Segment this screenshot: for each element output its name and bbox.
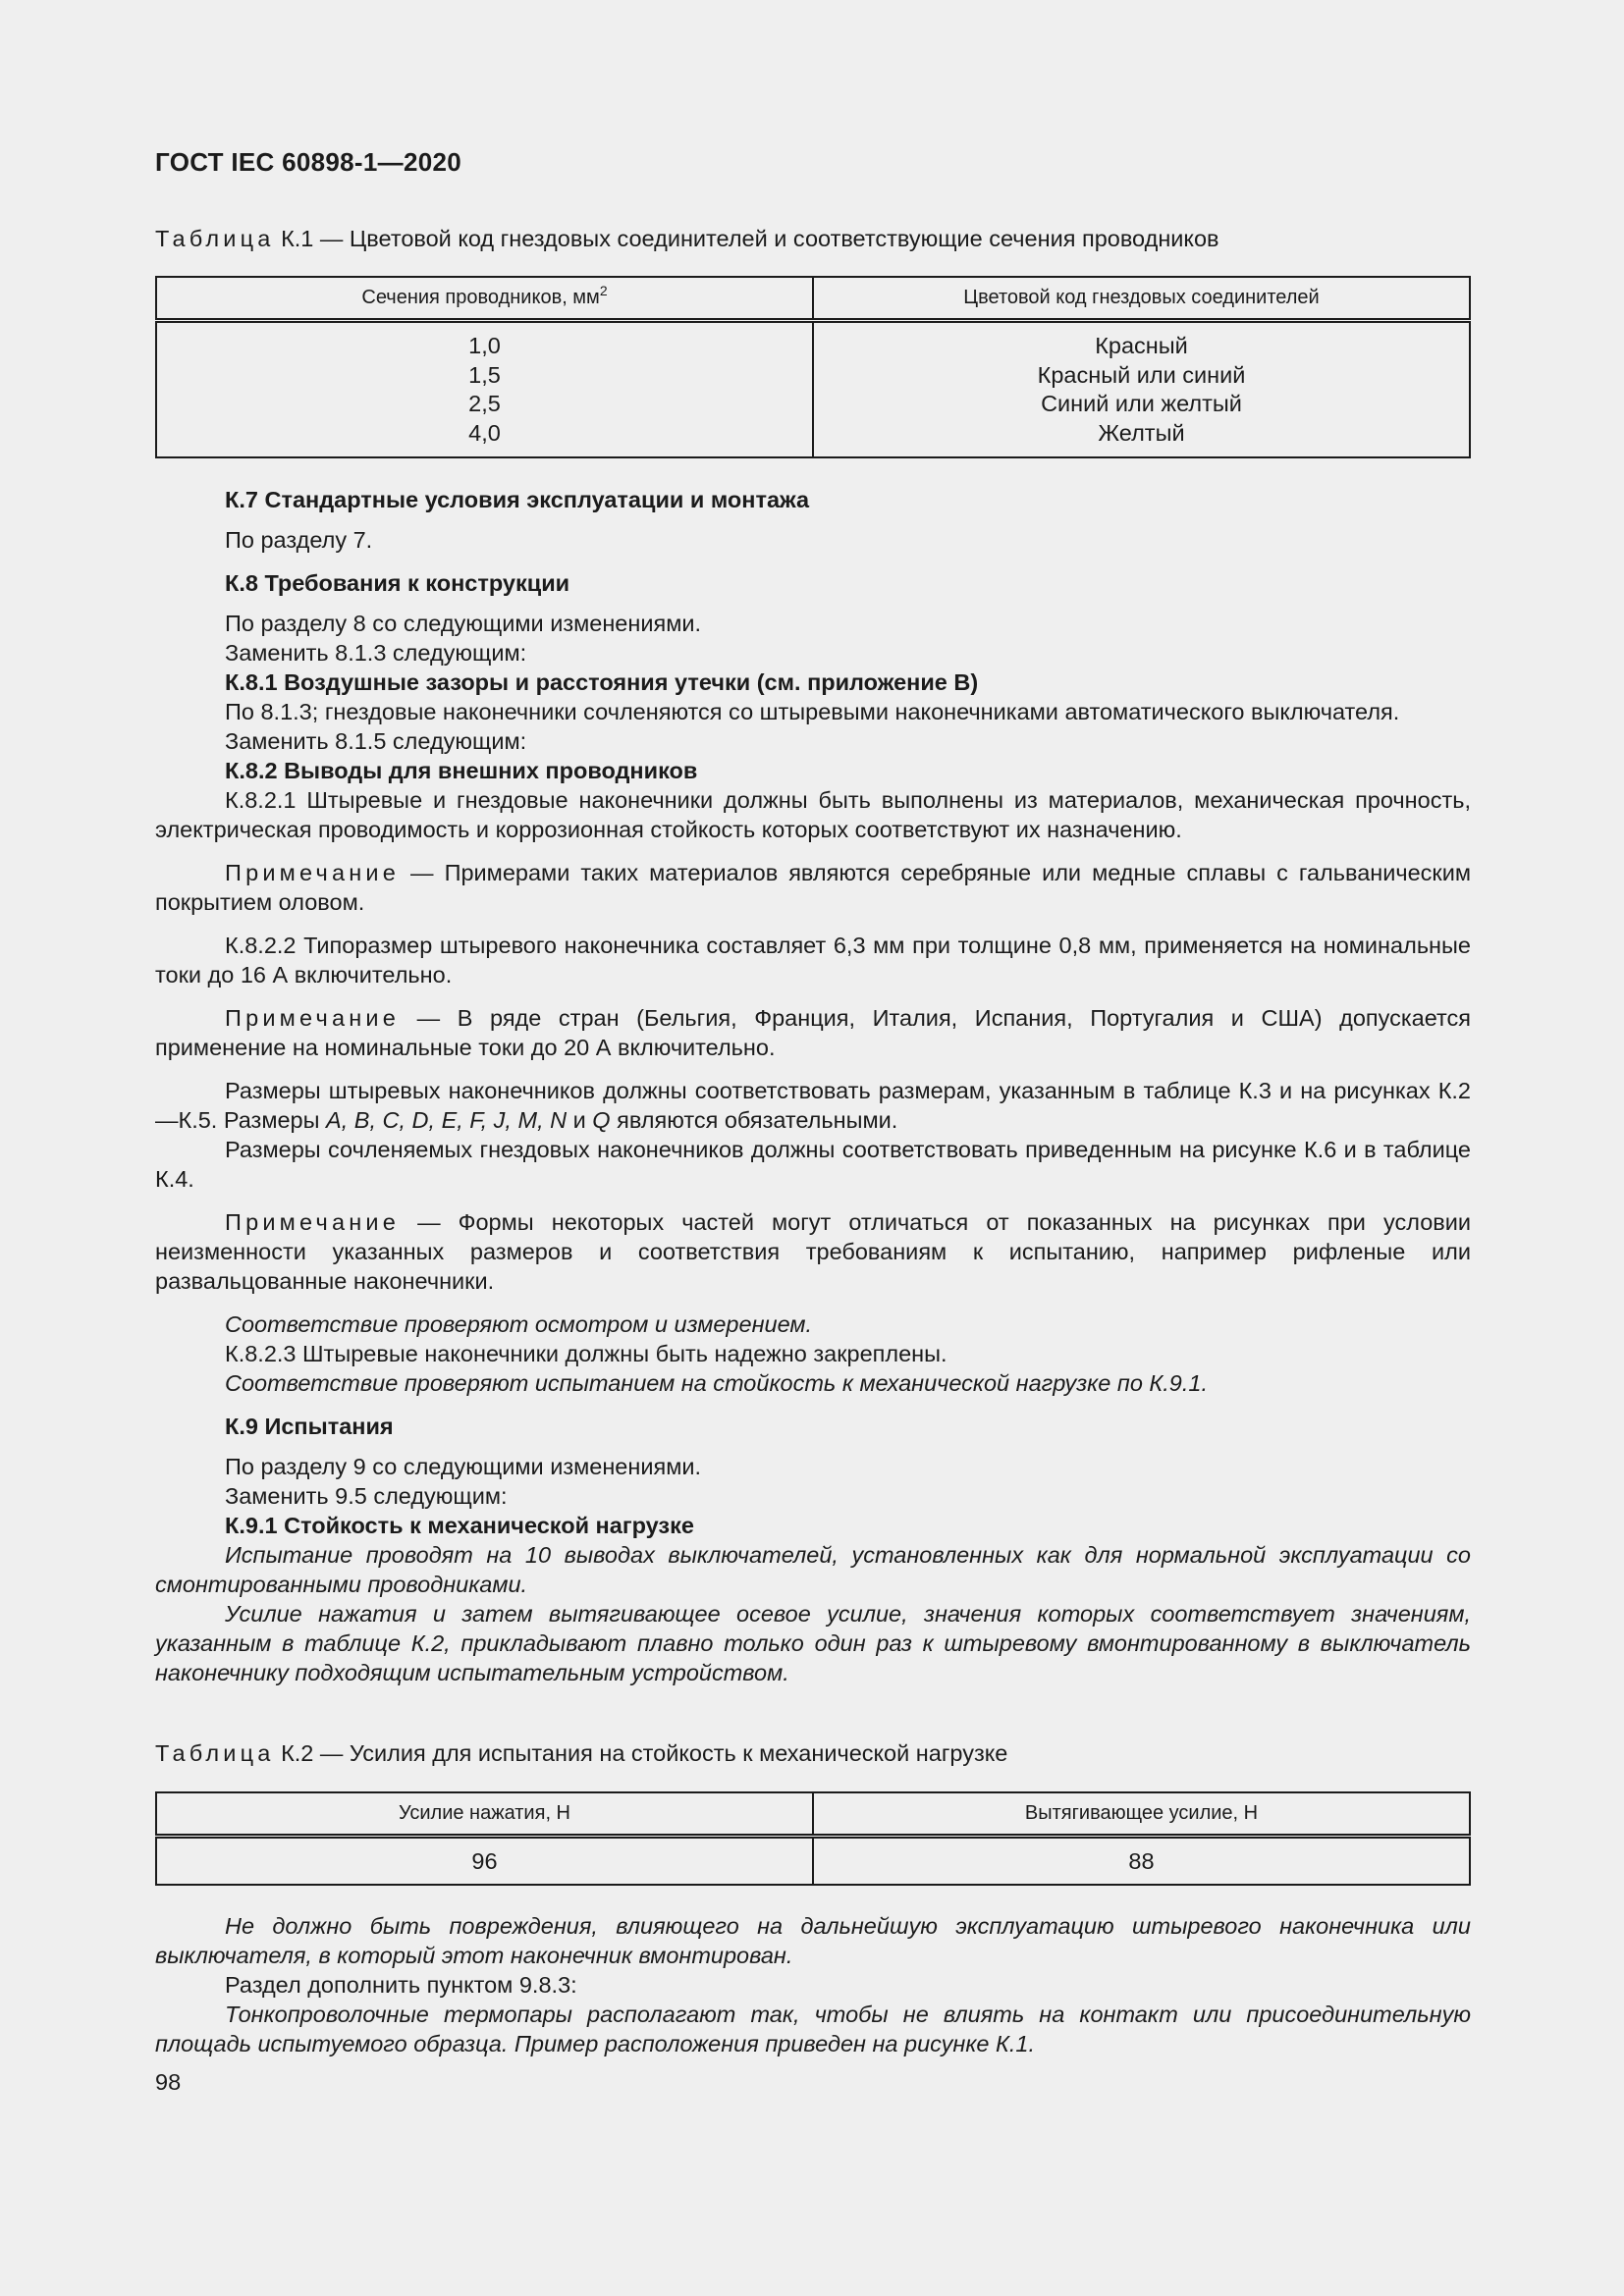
note-text: — Формы некоторых частей могут отличаться от показанных на рисунках при условии неизменности указанных размеров и соответствия требованиям к испытанию, например рифленые или развальцованные наконечники. [155, 1209, 1471, 1294]
table-k2 [155, 1791, 1471, 1886]
section-heading-k8: К.8 Требования к конструкции [225, 570, 570, 596]
table-cell: Красный [1095, 333, 1188, 358]
section-heading-k7: К.7 Стандартные условия эксплуатации и монтажа [225, 487, 810, 512]
paragraph: Заменить 9.5 следующим: [225, 1483, 508, 1509]
table-k1-caption [155, 226, 1219, 252]
paragraph-k822: К.8.2.2 Типоразмер штыревого наконечника составляет 6,3 мм при толщине 0,8 мм, применяется на номинальные токи до 16 А включительно. [155, 933, 1471, 988]
table-cell: 2,5 [468, 391, 501, 416]
note-3 [155, 1207, 1471, 1296]
section-heading-k81: К.8.1 Воздушные зазоры и расстояния утечки (см. приложение В) [225, 669, 979, 695]
table-k1-sections-cell [156, 321, 813, 458]
section-heading-k82: К.8.2 Выводы для внешних проводников [225, 758, 698, 783]
note-text: — В ряде стран (Бельгия, Франция, Италия, Испания, Португалия и США) допускается применение на номинальные токи до 20 А включительно. [155, 1005, 1471, 1060]
table-k1-col-section-sup: 2 [599, 283, 608, 298]
table-cell: 1,5 [468, 361, 501, 388]
dims-letters: A, B, C, D, E, F, J, M, N [326, 1107, 568, 1133]
table-cell: 4,0 [468, 419, 501, 446]
table-k1-col-section [156, 277, 813, 321]
paragraph: Не должно быть повреждения, влияющего на дальнейшую эксплуатацию штыревого наконечника или выключателя, в который этот наконечник вмонтирован. [155, 1913, 1471, 1968]
paragraph: По разделу 7. [225, 527, 373, 553]
table-k1-caption-text: К.1 — Цветовой код гнездовых соединителей и соответствующие сечения проводников [274, 226, 1219, 251]
section-heading-k9: К.9 Испытания [225, 1414, 394, 1439]
paragraph: Заменить 8.1.3 следующим: [225, 640, 527, 666]
table-body-row [156, 1837, 1470, 1886]
dims-letter-q: Q [592, 1107, 611, 1133]
section-heading-k91: К.9.1 Стойкость к механической нагрузке [225, 1513, 694, 1538]
note-2 [155, 1003, 1471, 1062]
table-k2-col-push: Усилие нажатия, Н [156, 1792, 813, 1837]
paragraph-dimensions [155, 1076, 1471, 1135]
paragraph: Заменить 8.1.5 следующим: [225, 728, 527, 754]
table-k2-caption-label: Таблица [155, 1740, 275, 1766]
standard-title: ГОСТ IEC 60898-1—2020 [155, 147, 461, 177]
table-cell: Желтый [1098, 419, 1185, 446]
table-k1-caption-label: Таблица [155, 226, 275, 251]
paragraph: Испытание проводят на 10 выводах выключателей, установленных как для нормальной эксплуатации со смонтированными проводниками. [155, 1542, 1471, 1597]
note-label: Примечание [225, 1005, 401, 1031]
paragraph: Раздел дополнить пунктом 9.8.3: [225, 1972, 577, 1998]
page-number: 98 [155, 2069, 182, 2095]
note-1 [155, 858, 1471, 917]
table-k2-col-pull: Вытягивающее усилие, Н [813, 1792, 1470, 1837]
table-cell: Красный или синий [1037, 361, 1246, 388]
note-text: — Примерами таких материалов являются серебряные или медные сплавы с гальваническим покрытием оловом. [155, 860, 1471, 915]
conformity-statement: Соответствие проверяют испытанием на стойкость к механической нагрузке по К.9.1. [225, 1370, 1208, 1396]
paragraph-k821: К.8.2.1 Штыревые и гнездовые наконечники должны быть выполнены из материалов, механическая прочность, электрическая проводимость и коррозионная стойкость которых соответствуют их назначению. [155, 787, 1471, 842]
dims-text-b: являются обязательными. [610, 1107, 898, 1133]
table-header-row [156, 277, 1470, 321]
paragraph-k823: К.8.2.3 Штыревые наконечники должны быть надежно закреплены. [225, 1341, 947, 1366]
dims-and: и [567, 1107, 593, 1133]
table-k1-col-color: Цветовой код гнездовых соединителей [813, 277, 1470, 321]
dims-text-a: Размеры штыревых наконечников должны соответствовать размерам, указанным в таблице К.3 и на рисунках К.2—К.5. Размеры [155, 1078, 1471, 1133]
table-k2-caption-text: К.2 — Усилия для испытания на стойкость к механической нагрузке [274, 1740, 1008, 1766]
table-k2-caption [155, 1740, 1007, 1767]
document-body [155, 485, 1471, 1687]
table-cell: 88 [813, 1837, 1470, 1886]
note-label: Примечание [225, 860, 401, 885]
note-label: Примечание [225, 1209, 401, 1235]
paragraph: По разделу 8 со следующими изменениями. [225, 611, 702, 636]
table-k1-col-section-label: Сечения проводников, мм [361, 287, 600, 308]
table-cell: 1,0 [468, 333, 501, 358]
table-body-row [156, 321, 1470, 458]
paragraph: Тонкопроволочные термопары располагают так, чтобы не влиять на контакт или присоединительную площадь испытуемого образца. Пример расположения приведен на рисунке К.1. [155, 2002, 1471, 2056]
table-k1-colors-cell [813, 321, 1470, 458]
table-cell: Синий или желтый [1041, 391, 1242, 416]
paragraph: По разделу 9 со следующими изменениями. [225, 1454, 702, 1479]
table-cell: 96 [156, 1837, 813, 1886]
paragraph: Усилие нажатия и затем вытягивающее осевое усилие, значения которых соответствует значениям, указанным в таблице К.2, прикладывают плавно только один раз к штыревому вмонтированному в выключатель наконечнику подходящим испытательным устройством. [155, 1601, 1471, 1685]
table-k1 [155, 276, 1471, 458]
paragraph: По 8.1.3; гнездовые наконечники сочленяются со штыревыми наконечниками автоматического выключателя. [225, 699, 1400, 724]
document-body-after-table [155, 1911, 1471, 2058]
table-header-row [156, 1792, 1470, 1837]
paragraph: Размеры сочленяемых гнездовых наконечников должны соответствовать приведенным на рисунке К.6 и в таблице К.4. [155, 1137, 1471, 1192]
conformity-statement: Соответствие проверяют осмотром и измерением. [225, 1311, 813, 1337]
